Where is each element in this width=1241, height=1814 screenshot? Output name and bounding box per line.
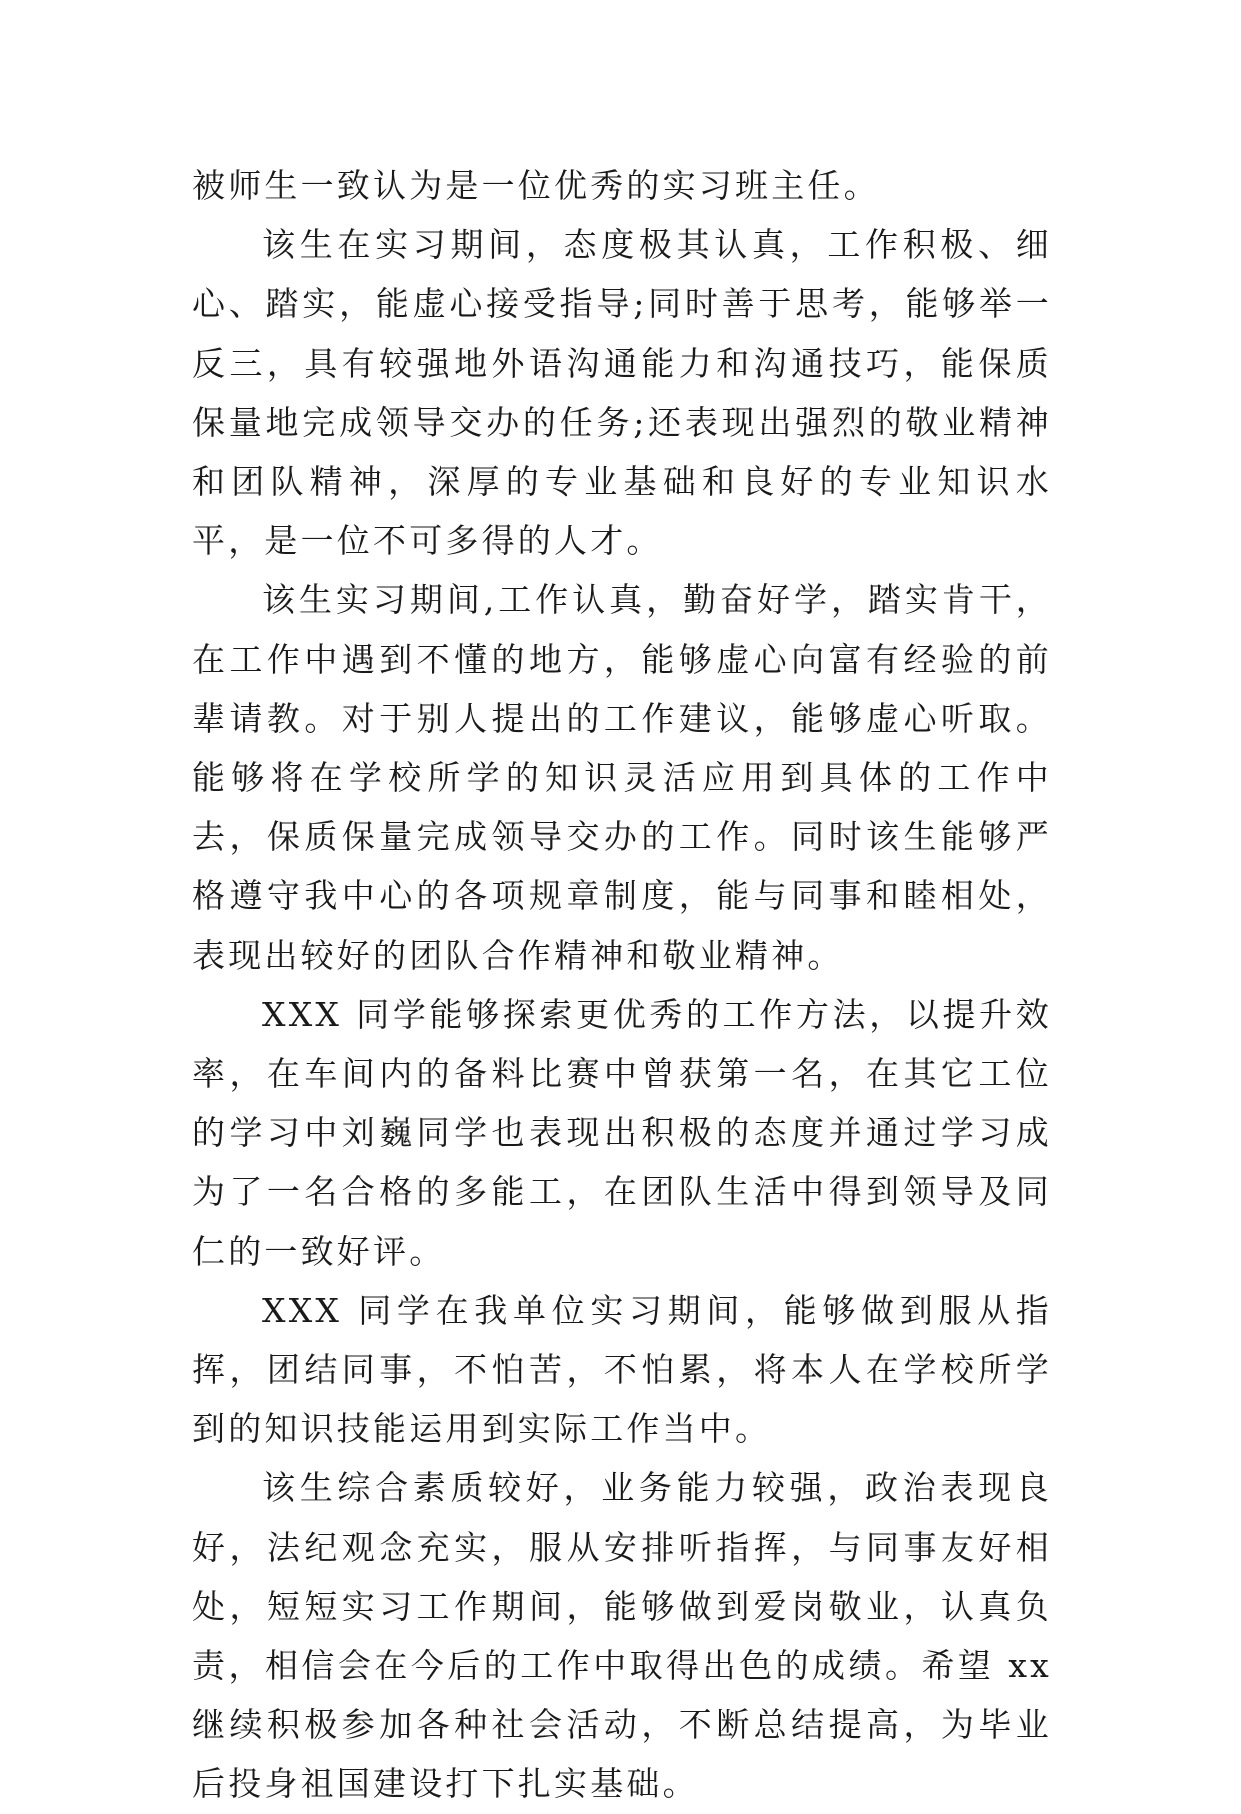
paragraph-2: 该生在实习期间，态度极其认真，工作积极、细心、踏实，能虚心接受指导;同时善于思考，能够举一反三，具有较强地外语沟通能力和沟通技巧，能保质保量地完成领导交办的任务;还表现出强烈的敬业精神和团队精神，深厚的专业基础和良好的专业知识水平，是一位不可多得的人才。	[192, 225, 1052, 561]
paragraph-3: 该生实习期间,工作认真，勤奋好学，踏实肯干，在工作中遇到不懂的地方，能够虚心向富有经验的前辈请教。对于别人提出的工作建议，能够虚心听取。能够将在学校所学的知识灵活应用到具体的工作中去，保质保量完成领导交办的工作。同时该生能够严格遵守我中心的各项规章制度，能与同事和睦相处，表现出较好的团队合作精神和敬业精神。	[192, 580, 1052, 975]
paragraph-1: 被师生一致认为是一位优秀的实习班主任。	[192, 166, 880, 205]
paragraph-5: XXX 同学在我单位实习期间，能够做到服从指挥，团结同事，不怕苦，不怕累，将本人在学校所学到的知识技能运用到实际工作当中。	[192, 1290, 1052, 1449]
paragraph-4: XXX 同学能够探索更优秀的工作方法，以提升效率，在车间内的备料比赛中曾获第一名，在其它工位的学习中刘巍同学也表现出积极的态度并通过学习成为了一名合格的多能工，在团队生活中得到领导及同仁的一致好评。	[192, 994, 1052, 1271]
document-body	[192, 156, 1052, 1814]
paragraph-6: 该生综合素质较好，业务能力较强，政治表现良好，法纪观念充实，服从安排听指挥，与同事友好相处，短短实习工作期间，能够做到爱岗敬业，认真负责，相信会在今后的工作中取得出色的成绩。希望 xx 继续积极参加各种社会活动，不断总结提高，为毕业后投身祖国建设打下扎实基础。	[192, 1468, 1052, 1804]
